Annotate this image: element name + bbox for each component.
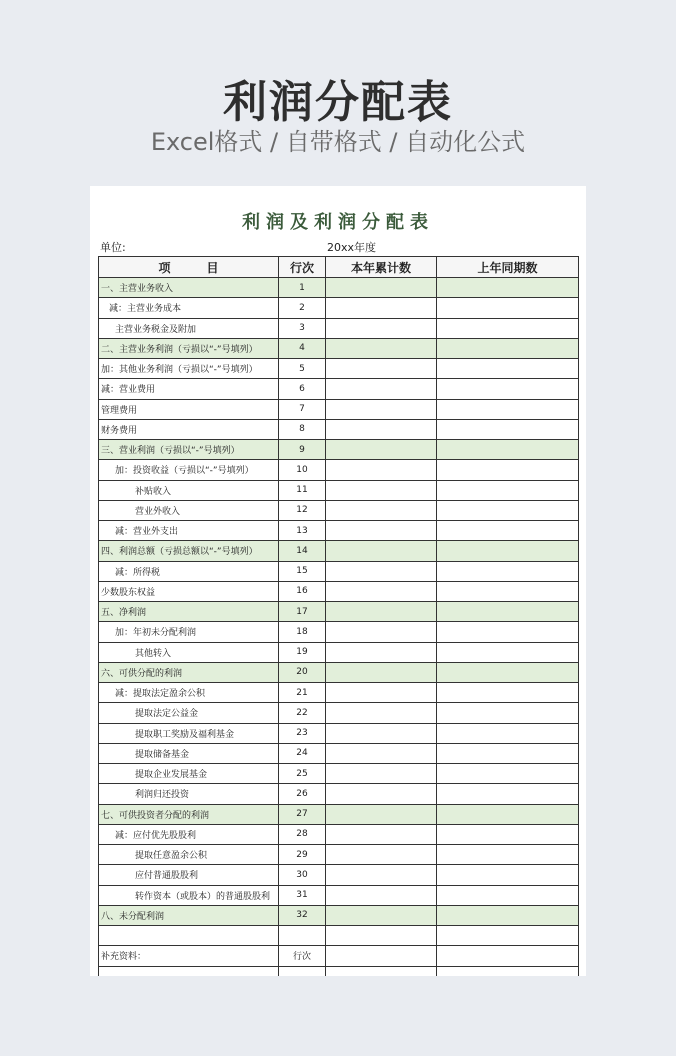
cell-line-no[interactable] — [279, 966, 326, 976]
cell-current-year[interactable] — [326, 379, 437, 399]
cell-line-no[interactable]: 23 — [279, 723, 326, 743]
cell-line-no[interactable]: 31 — [279, 885, 326, 905]
header-line-no: 行次 — [279, 257, 326, 278]
table-row — [99, 419, 579, 439]
cell-current-year[interactable] — [326, 338, 437, 358]
cell-current-year[interactable] — [326, 561, 437, 581]
cell-current-year[interactable] — [326, 905, 437, 925]
cell-item[interactable]: 减：营业外支出 — [99, 521, 279, 541]
cell-item[interactable]: 营业外收入 — [99, 500, 279, 520]
cell-item[interactable]: 三、营业利润（亏损以“-”号填列） — [99, 440, 279, 460]
cell-prior-year[interactable] — [437, 784, 579, 804]
cell-item[interactable]: 转作资本（或股本）的普通股股利 — [99, 885, 279, 905]
cell-prior-year[interactable] — [437, 723, 579, 743]
cell-item[interactable]: 少数股东权益 — [99, 581, 279, 601]
cell-current-year[interactable] — [326, 865, 437, 885]
cell-line-no[interactable]: 24 — [279, 743, 326, 763]
cell-prior-year[interactable] — [437, 561, 579, 581]
table-row — [99, 541, 579, 561]
cell-line-no[interactable] — [279, 926, 326, 946]
cell-current-year[interactable] — [326, 602, 437, 622]
table-row — [99, 946, 579, 966]
cell-prior-year[interactable] — [437, 602, 579, 622]
table-row — [99, 318, 579, 338]
cell-prior-year[interactable] — [437, 905, 579, 925]
cell-line-no[interactable]: 4 — [279, 338, 326, 358]
cell-prior-year[interactable] — [437, 581, 579, 601]
table-row — [99, 662, 579, 682]
cell-current-year[interactable] — [326, 460, 437, 480]
cell-line-no[interactable]: 14 — [279, 541, 326, 561]
header-item: 项 目 — [99, 257, 279, 278]
cell-item[interactable]: 加：投资收益（亏损以“-”号填列） — [99, 460, 279, 480]
cell-line-no[interactable]: 6 — [279, 379, 326, 399]
cell-prior-year[interactable] — [437, 824, 579, 844]
cell-current-year[interactable] — [326, 784, 437, 804]
cell-current-year[interactable] — [326, 541, 437, 561]
table-row — [99, 683, 579, 703]
cell-line-no[interactable]: 15 — [279, 561, 326, 581]
table-row — [99, 338, 579, 358]
cell-line-no[interactable]: 9 — [279, 440, 326, 460]
table-row — [99, 845, 579, 865]
cell-item[interactable]: 提取法定公益金 — [99, 703, 279, 723]
cell-current-year[interactable] — [326, 764, 437, 784]
cell-prior-year[interactable] — [437, 541, 579, 561]
cell-item[interactable]: 加：年初未分配利润 — [99, 622, 279, 642]
cell-prior-year[interactable] — [437, 703, 579, 723]
cell-current-year[interactable] — [326, 581, 437, 601]
cell-item[interactable]: 应付普通股股利 — [99, 865, 279, 885]
table-row — [99, 703, 579, 723]
cell-line-no[interactable]: 27 — [279, 804, 326, 824]
cell-current-year[interactable] — [326, 642, 437, 662]
cell-line-no[interactable]: 26 — [279, 784, 326, 804]
cell-item[interactable]: 七、可供投资者分配的利润 — [99, 804, 279, 824]
cell-current-year[interactable] — [326, 399, 437, 419]
cell-line-no[interactable]: 1 — [279, 278, 326, 298]
cell-line-no[interactable]: 7 — [279, 399, 326, 419]
cell-prior-year[interactable] — [437, 521, 579, 541]
cell-line-no[interactable]: 25 — [279, 764, 326, 784]
cell-prior-year[interactable] — [437, 460, 579, 480]
table-row — [99, 602, 579, 622]
cell-line-no[interactable]: 19 — [279, 642, 326, 662]
cell-current-year[interactable] — [326, 926, 437, 946]
cell-prior-year[interactable] — [437, 966, 579, 976]
table-row — [99, 784, 579, 804]
table-row — [99, 379, 579, 399]
cell-current-year[interactable] — [326, 419, 437, 439]
cell-prior-year[interactable] — [437, 764, 579, 784]
cell-prior-year[interactable] — [437, 622, 579, 642]
cell-item[interactable]: 二、主营业务利润（亏损以“-”号填列） — [99, 338, 279, 358]
cell-item[interactable]: 减：主营业务成本 — [99, 298, 279, 318]
cell-line-no[interactable]: 17 — [279, 602, 326, 622]
cell-item[interactable]: 减：营业费用 — [99, 379, 279, 399]
cell-prior-year[interactable] — [437, 642, 579, 662]
profit-distribution-table — [98, 256, 579, 976]
year-label: 20xx年度 — [327, 241, 377, 254]
cell-line-no[interactable]: 行次 — [279, 946, 326, 966]
cell-prior-year[interactable] — [437, 926, 579, 946]
table-row — [99, 824, 579, 844]
cell-prior-year[interactable] — [437, 743, 579, 763]
cell-current-year[interactable] — [326, 318, 437, 338]
table-row — [99, 399, 579, 419]
cell-line-no[interactable]: 29 — [279, 845, 326, 865]
cell-item[interactable] — [99, 926, 279, 946]
cell-prior-year[interactable] — [437, 278, 579, 298]
cell-prior-year[interactable] — [437, 359, 579, 379]
cell-current-year[interactable] — [326, 298, 437, 318]
table-body — [99, 278, 579, 977]
table-row — [99, 278, 579, 298]
cell-current-year[interactable] — [326, 480, 437, 500]
cell-line-no[interactable]: 18 — [279, 622, 326, 642]
table-row — [99, 642, 579, 662]
cell-item[interactable]: 五、净利润 — [99, 602, 279, 622]
cell-line-no[interactable]: 11 — [279, 480, 326, 500]
cell-line-no[interactable]: 10 — [279, 460, 326, 480]
cell-item[interactable]: 主营业务税金及附加 — [99, 318, 279, 338]
cell-current-year[interactable] — [326, 824, 437, 844]
cell-prior-year[interactable] — [437, 885, 579, 905]
cell-prior-year[interactable] — [437, 419, 579, 439]
page-title: 利润分配表 — [223, 77, 453, 128]
cell-item[interactable]: 提取企业发展基金 — [99, 764, 279, 784]
table-row — [99, 480, 579, 500]
cell-prior-year[interactable] — [437, 338, 579, 358]
cell-current-year[interactable] — [326, 966, 437, 976]
table-row — [99, 966, 579, 976]
cell-current-year[interactable] — [326, 622, 437, 642]
cell-line-no[interactable]: 30 — [279, 865, 326, 885]
cell-item[interactable]: 补贴收入 — [99, 480, 279, 500]
cell-current-year[interactable] — [326, 804, 437, 824]
table-row — [99, 359, 579, 379]
cell-current-year[interactable] — [326, 703, 437, 723]
cell-item[interactable]: 八、未分配利润 — [99, 905, 279, 925]
cell-current-year[interactable] — [326, 723, 437, 743]
table-row — [99, 905, 579, 925]
cell-line-no[interactable]: 20 — [279, 662, 326, 682]
cell-line-no[interactable]: 5 — [279, 359, 326, 379]
cell-item[interactable]: 提取任意盈余公积 — [99, 845, 279, 865]
cell-item[interactable]: 六、可供分配的利润 — [99, 662, 279, 682]
header-prior-year: 上年同期数 — [437, 257, 579, 278]
cell-line-no[interactable]: 12 — [279, 500, 326, 520]
cell-item[interactable]: 管理费用 — [99, 399, 279, 419]
table-row — [99, 440, 579, 460]
cell-prior-year[interactable] — [437, 683, 579, 703]
table-row — [99, 926, 579, 946]
cell-prior-year[interactable] — [437, 865, 579, 885]
table-row — [99, 885, 579, 905]
table-row — [99, 804, 579, 824]
cell-item[interactable]: 利润归还投资 — [99, 784, 279, 804]
cell-current-year[interactable] — [326, 278, 437, 298]
cell-item[interactable]: 补充资料： — [99, 946, 279, 966]
cell-line-no[interactable]: 13 — [279, 521, 326, 541]
cell-prior-year[interactable] — [437, 399, 579, 419]
cell-prior-year[interactable] — [437, 500, 579, 520]
cell-item[interactable]: 财务费用 — [99, 419, 279, 439]
cell-current-year[interactable] — [326, 946, 437, 966]
cell-item[interactable] — [99, 966, 279, 976]
cell-line-no[interactable]: 16 — [279, 581, 326, 601]
cell-item[interactable]: 其他转入 — [99, 642, 279, 662]
table-row — [99, 865, 579, 885]
header-current-year: 本年累计数 — [326, 257, 437, 278]
cell-item[interactable]: 减：所得税 — [99, 561, 279, 581]
cell-current-year[interactable] — [326, 743, 437, 763]
table-row — [99, 521, 579, 541]
table-row — [99, 622, 579, 642]
cell-line-no[interactable]: 32 — [279, 905, 326, 925]
table-row — [99, 460, 579, 480]
cell-item[interactable]: 一、主营业务收入 — [99, 278, 279, 298]
cell-item[interactable]: 提取储备基金 — [99, 743, 279, 763]
cell-prior-year[interactable] — [437, 845, 579, 865]
sheet-title: 利润及利润分配表 — [242, 212, 434, 233]
cell-prior-year[interactable] — [437, 946, 579, 966]
table-row — [99, 298, 579, 318]
table-row — [99, 764, 579, 784]
cell-current-year[interactable] — [326, 662, 437, 682]
cell-prior-year[interactable] — [437, 298, 579, 318]
page-subtitle: Excel格式 / 自带格式 / 自动化公式 — [150, 128, 526, 156]
cell-current-year[interactable] — [326, 440, 437, 460]
cell-prior-year[interactable] — [437, 480, 579, 500]
cell-line-no[interactable]: 2 — [279, 298, 326, 318]
spreadsheet-preview — [90, 186, 586, 976]
cell-line-no[interactable]: 22 — [279, 703, 326, 723]
cell-current-year[interactable] — [326, 885, 437, 905]
cell-current-year[interactable] — [326, 500, 437, 520]
cell-line-no[interactable]: 8 — [279, 419, 326, 439]
cell-line-no[interactable]: 21 — [279, 683, 326, 703]
cell-prior-year[interactable] — [437, 662, 579, 682]
table-row — [99, 743, 579, 763]
unit-label: 单位: — [100, 241, 126, 254]
cell-prior-year[interactable] — [437, 804, 579, 824]
table-row — [99, 581, 579, 601]
cell-line-no[interactable]: 3 — [279, 318, 326, 338]
cell-current-year[interactable] — [326, 521, 437, 541]
cell-line-no[interactable]: 28 — [279, 824, 326, 844]
cell-current-year[interactable] — [326, 845, 437, 865]
cell-prior-year[interactable] — [437, 318, 579, 338]
cell-current-year[interactable] — [326, 359, 437, 379]
cell-item[interactable]: 提取职工奖励及福利基金 — [99, 723, 279, 743]
cell-current-year[interactable] — [326, 683, 437, 703]
cell-item[interactable]: 加：其他业务利润（亏损以“-”号填列） — [99, 359, 279, 379]
table-row — [99, 500, 579, 520]
cell-prior-year[interactable] — [437, 379, 579, 399]
cell-prior-year[interactable] — [437, 440, 579, 460]
cell-item[interactable]: 减：提取法定盈余公积 — [99, 683, 279, 703]
table-header-row — [99, 257, 579, 278]
cell-item[interactable]: 减：应付优先股股利 — [99, 824, 279, 844]
cell-item[interactable]: 四、利润总额（亏损总额以“-”号填列） — [99, 541, 279, 561]
unit-row — [98, 239, 578, 255]
table-row — [99, 723, 579, 743]
table-row — [99, 561, 579, 581]
